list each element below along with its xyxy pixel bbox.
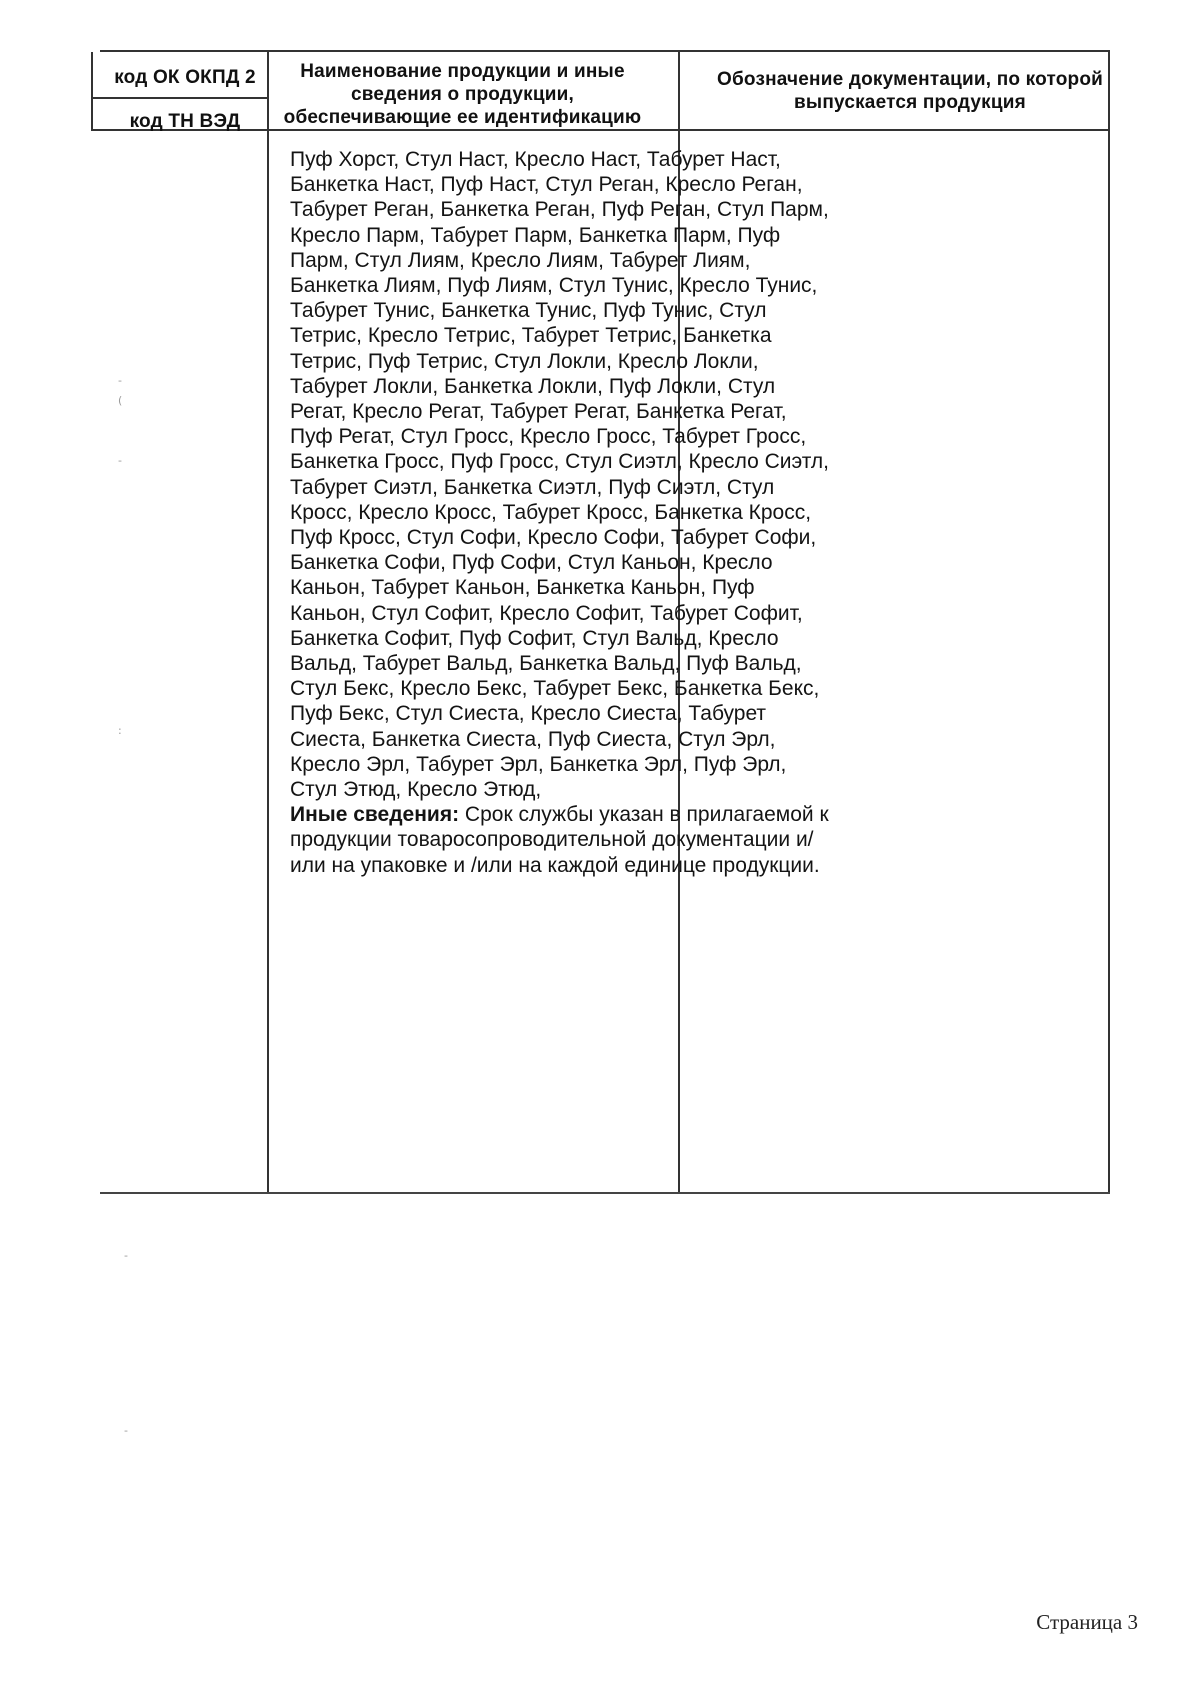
other-info-text: Срок службы указан в прилагаемой к продукции товаросопроводительной документации и/или на упаковке и /или на каждой единице продукции. [290,803,829,877]
page-number: Страница 3 [1036,1610,1138,1634]
other-info-label: Иные сведения: [290,803,460,827]
scan-mark: - [124,1249,128,1262]
scan-mark: : [118,724,122,737]
scan-mark: ( [118,394,123,407]
header-tnved-code: код ТН ВЭД [129,111,241,132]
table-border-left [91,52,93,130]
scan-mark: - [118,454,122,467]
table-border-col1 [267,52,269,1192]
scan-mark: - [118,374,122,387]
table-border-right [1108,52,1110,1192]
header-product-name: Наименование продукции и иные сведения о продукции, обеспечивающие ее идентификацию [283,61,642,128]
header-documentation: Обозначение документации, по которой выпускается продукция [716,69,1104,113]
header-split-line [91,97,267,99]
header-okpd-code: код ОК ОКПД 2 [114,67,256,88]
product-table [100,50,1110,1194]
product-list: Пуф Хорст, Стул Наст, Кресло Наст, Табурет Наст, Банкетка Наст, Пуф Наст, Стул Реган, Кресло Реган, Табурет Реган, Банкетка Реган, Пуф Реган, Стул Парм, Кресло Парм, Табурет Парм, Банкетка Парм, Пуф Парм, Стул Лиям, Кресло Лиям, Табурет Лиям, Банкетка Лиям, Пуф Лиям, Стул Тунис, Кресло Тунис, Табурет Тунис, Банкетка Тунис, Пуф Тунис, Стул Тетрис, Кресло Тетрис, Табурет Тетрис, Банкетка Тетрис, Пуф Тетрис, Стул Локли, Кресло Локли, Табурет Локли, Банкетка Локли, Пуф Локли, Стул Регат, Кресло Регат, Табурет Регат, Банкетка Регат, Пуф Регат, Стул Гросс, Кресло Гросс, Табурет Гросс, Банкетка Гросс, Пуф Гросс, Стул Сиэтл, Кресло Сиэтл, Табурет Сиэтл, Банкетка Сиэтл, Пуф Сиэтл, Стул Кросс, Кресло Кросс, Табурет Кросс, Банкетка Кросс, Пуф Кросс, Стул Софи, Кресло Софи, Табурет Софи, Банкетка Софи, Пуф Софи, Стул Каньон, Кресло Каньон, Табурет Каньон, Банкетка Каньон, Пуф Каньон, Стул Софит, Кресло Софит, Табурет Софит, Банкетка Софит, Пуф Софит, Стул Вальд, Кресло Вальд, Табурет Вальд, Банкетка Вальд, Пуф Вальд, Стул Бекс, Кресло Бекс, Табурет Бекс, Банкетка Бекс, Пуф Бекс, Стул Сиеста, Кресло Сиеста, Табурет Сиеста, Банкетка Сиеста, Пуф Сиеста, Стул Эрл, Кресло Эрл, Табурет Эрл, Банкетка Эрл, Пуф Эрл, Стул Этюд, Кресло Этюд, [290,148,830,802]
scan-mark: - [124,1424,128,1437]
product-description-cell [290,147,830,878]
